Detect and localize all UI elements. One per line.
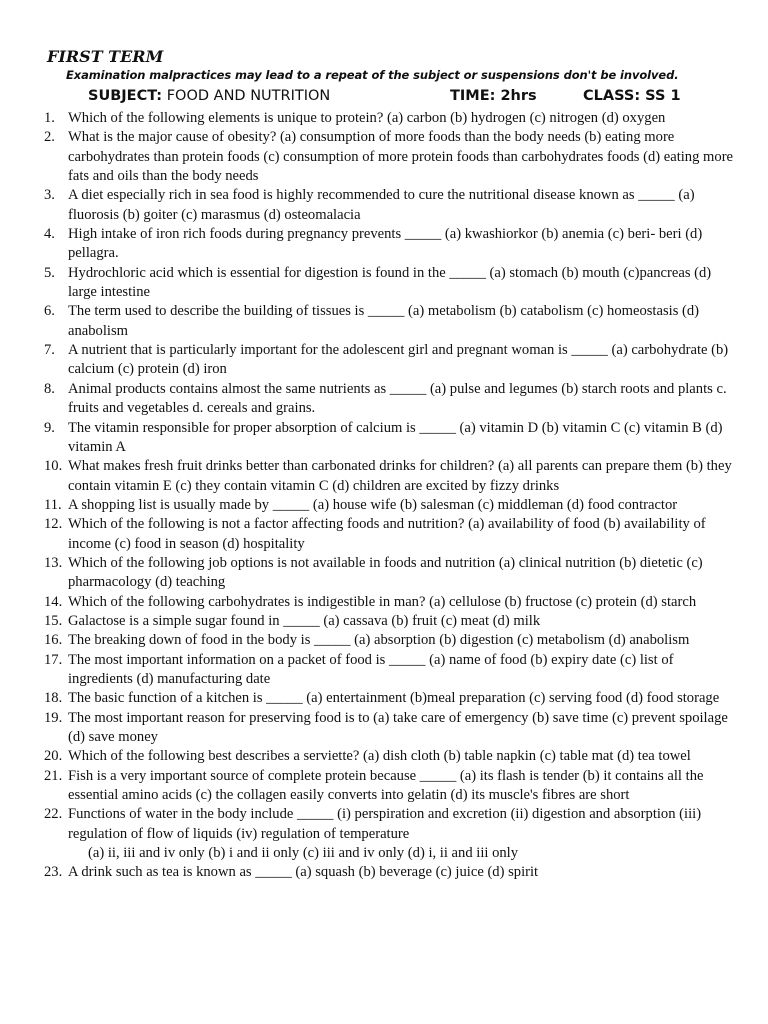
question-text: Which of the following carbohydrates is indigestible in man? (a) cellulose (b) fructose (c) protein (d) starch <box>68 593 697 610</box>
question-text: Which of the following is not a factor affecting foods and nutrition? (a) availability of food (b) availability of income (c) food in season (d) hospitality <box>68 516 706 552</box>
question-text: Galactose is a simple sugar found in _____ (a) cassava (b) fruit (c) meat (d) milk <box>68 612 541 629</box>
class-label: CLASS: SS 1 <box>583 88 681 104</box>
question-item <box>44 128 734 186</box>
question-text: The breaking down of food in the body is _____ (a) absorption (b) digestion (c) metabolism (d) anabolism <box>68 632 690 649</box>
question-number: 23. <box>44 864 63 881</box>
question-number: 11. <box>44 496 62 513</box>
question-number: 16. <box>44 632 63 649</box>
question-item <box>44 612 734 631</box>
question-text: The most important information on a packet of food is _____ (a) name of food (b) expiry date (c) list of ingredients (d) manufacturing date <box>68 651 674 687</box>
question-text: What is the major cause of obesity? (a) consumption of more foods than the body needs (b) eating more carbohydrates than protein foods (c) consumption of more protein foods than carbohydrates foods (d) eating more fats and oils than the body needs <box>68 129 734 185</box>
question-number: 7. <box>44 342 55 359</box>
question-number: 15. <box>44 612 63 629</box>
question-text: A shopping list is usually made by _____ (a) house wife (b) salesman (c) middleman (d) food contractor <box>68 496 678 513</box>
question-number: 17. <box>44 651 63 668</box>
question-item <box>44 457 734 496</box>
question-item <box>44 805 734 844</box>
question-item <box>44 863 734 882</box>
question-number: 10. <box>44 458 63 475</box>
question-text: The most important reason for preserving food is to (a) take care of emergency (b) save time (c) prevent spoilage (d) save money <box>68 709 728 745</box>
question-options-line <box>44 844 734 863</box>
question-item <box>44 496 734 515</box>
question-text: Hydrochloric acid which is essential for digestion is found in the _____ (a) stomach (b) mouth (c)pancreas (d) large intestine <box>68 264 712 301</box>
subject-value: FOOD AND NUTRITION <box>166 88 331 104</box>
question-text: (a) ii, iii and iv only (b) i and ii only (c) iii and iv only (d) i, ii and iii only <box>88 845 519 862</box>
question-number: 2. <box>44 129 55 146</box>
question-item <box>44 767 734 806</box>
question-text: A drink such as tea is known as _____ (a) squash (b) beverage (c) juice (d) spirit <box>68 864 539 881</box>
question-item <box>44 186 734 225</box>
question-item <box>44 225 734 264</box>
question-text: What makes fresh fruit drinks better than carbonated drinks for children? (a) all parents can prepare them (b) they contain vitamin E (c) they contain vitamin C (d) children are excited by fizzy drinks <box>68 458 732 494</box>
question-item <box>44 593 734 612</box>
question-number: 13. <box>44 554 63 571</box>
question-text: A nutrient that is particularly important for the adolescent girl and pregnant woman is _____ (a) carbohydrate (b) calcium (c) protein (d) iron <box>68 342 729 378</box>
question-item <box>44 109 734 128</box>
question-number: 6. <box>44 303 55 320</box>
question-number: 14. <box>44 593 63 610</box>
question-text: The term used to describe the building of tissues is _____ (a) metabolism (b) catabolism (c) homeostasis (d) anabolism <box>68 303 700 339</box>
question-item <box>44 419 734 458</box>
question-number: 8. <box>44 380 55 397</box>
question-item <box>44 651 734 690</box>
question-list <box>44 109 734 883</box>
question-text: Which of the following best describes a serviette? (a) dish cloth (b) table napkin (c) table mat (d) tea towel <box>68 748 691 765</box>
question-item <box>44 554 734 593</box>
malpractice-warning: Examination malpractices may lead to a repeat of the subject or suspensions don't be involved. <box>66 68 679 82</box>
question-item <box>44 380 734 419</box>
question-number: 20. <box>44 748 63 765</box>
time-label: TIME: 2hrs <box>450 88 537 104</box>
question-text: Animal products contains almost the same nutrients as _____ (a) pulse and legumes (b) starch roots and plants c. fruits and vegetables d. cereals and grains. <box>68 380 727 417</box>
question-item <box>44 264 734 303</box>
question-number: 1. <box>44 110 55 126</box>
question-text: Fish is a very important source of complete protein because _____ (a) its flash is tender (b) it contains all the essential amino acids (c) the collagen easily converts into gelatin (d) its muscle's fibres are short <box>68 767 704 804</box>
question-text: Functions of water in the body include _____ (i) perspiration and excretion (ii) digestion and absorption (iii) regulation of flow of liquids (iv) regulation of temperature <box>68 806 702 842</box>
question-number: 19. <box>44 709 63 726</box>
question-text: Which of the following job options is not available in foods and nutrition (a) clinical nutrition (b) dietetic (c) pharmacology (d) teaching <box>68 554 703 591</box>
question-text: The vitamin responsible for proper absorption of calcium is _____ (a) vitamin D (b) vitamin C (c) vitamin B (d) vitamin A <box>68 419 723 455</box>
question-item <box>44 515 734 554</box>
question-number: 3. <box>44 187 55 204</box>
term-heading: FIRST TERM <box>47 47 164 66</box>
question-text: Which of the following elements is unique to protein? (a) carbon (b) hydrogen (c) nitrogen (d) oxygen <box>68 110 666 126</box>
question-text: The basic function of a kitchen is _____ (a) entertainment (b)meal preparation (c) serving food (d) food storage <box>68 690 720 707</box>
question-number: 21. <box>44 767 63 784</box>
question-item <box>44 747 734 766</box>
question-number: 5. <box>44 264 55 281</box>
question-number: 12. <box>44 516 63 533</box>
question-item <box>44 631 734 650</box>
question-text: High intake of iron rich foods during pregnancy prevents _____ (a) kwashiorkor (b) anemia (c) beri- beri (d) pellagra. <box>68 226 703 262</box>
question-item <box>44 302 734 341</box>
subject-label: SUBJECT: <box>88 88 163 104</box>
question-text: A diet especially rich in sea food is highly recommended to cure the nutritional disease known as _____ (a) fluorosis (b) goiter (c) marasmus (d) osteomalacia <box>68 187 695 223</box>
question-number: 4. <box>44 226 55 243</box>
question-number: 9. <box>44 419 55 436</box>
subject-row <box>0 88 768 110</box>
question-item <box>44 709 734 748</box>
question-item <box>44 341 734 380</box>
question-number: 18. <box>44 690 63 707</box>
question-number: 22. <box>44 806 63 823</box>
question-item <box>44 689 734 708</box>
subject-line <box>88 88 330 104</box>
